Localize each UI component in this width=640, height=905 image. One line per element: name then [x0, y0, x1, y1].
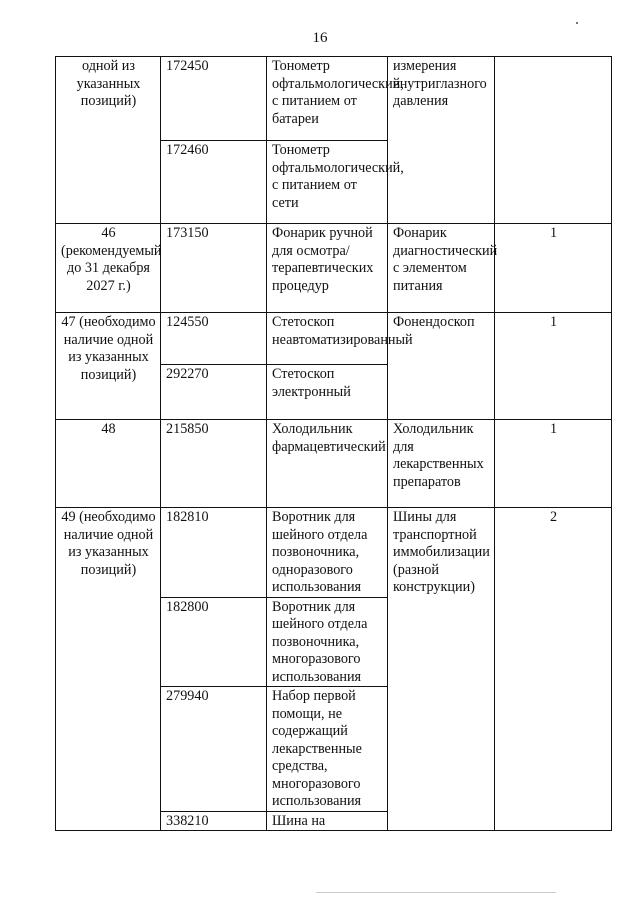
quantity — [495, 57, 612, 224]
table-row — [56, 420, 612, 508]
equipment-item: Шины для транспортной иммобилизации (разной конструкции) — [388, 508, 495, 831]
row-number: 48 — [56, 420, 161, 508]
equipment-item: Фонендоскоп — [388, 313, 495, 420]
device-name: Воротник для шейного отдела позвоночника, многоразового использования — [267, 597, 388, 687]
device-name: Стетоскоп неавтоматизированный — [267, 313, 388, 365]
quantity: 2 — [495, 508, 612, 831]
device-code: 172460 — [161, 141, 267, 224]
device-code: 182810 — [161, 508, 267, 598]
device-name: Воротник для шейного отдела позвоночника, одноразового использования — [267, 508, 388, 598]
row-number: 46 (рекомендуемый до 31 декабря 2027 г.) — [56, 224, 161, 313]
quantity: 1 — [495, 420, 612, 508]
device-name: Тонометр офтальмологический, с питанием от сети — [267, 141, 388, 224]
table-row — [56, 57, 612, 141]
scan-edge-line — [316, 892, 556, 893]
scan-speck — [576, 22, 578, 24]
device-code: 215850 — [161, 420, 267, 508]
equipment-item: Холодильник для лекарственных препаратов — [388, 420, 495, 508]
row-number: одной из указанных позиций) — [56, 57, 161, 224]
device-code: 182800 — [161, 597, 267, 687]
device-name: Фонарик ручной для осмотра/терапевтических процедур — [267, 224, 388, 313]
device-name: Холодильник фармацевтический — [267, 420, 388, 508]
row-number: 47 (необходимо наличие одной из указанных позиций) — [56, 313, 161, 420]
device-code: 292270 — [161, 365, 267, 420]
quantity: 1 — [495, 224, 612, 313]
device-code: 279940 — [161, 687, 267, 812]
equipment-table — [55, 56, 612, 831]
device-code: 124550 — [161, 313, 267, 365]
device-name: Тонометр офтальмологический, с питанием от батареи — [267, 57, 388, 141]
device-code: 338210 — [161, 811, 267, 831]
equipment-item: измерения внутриглазного давления — [388, 57, 495, 224]
device-name: Шина на — [267, 811, 388, 831]
table-row — [56, 313, 612, 365]
page-number: 16 — [312, 30, 328, 46]
device-code: 173150 — [161, 224, 267, 313]
device-code: 172450 — [161, 57, 267, 141]
table-row — [56, 508, 612, 598]
device-name: Набор первой помощи, не содержащий лекарственные средства, многоразового использования — [267, 687, 388, 812]
table-row — [56, 224, 612, 313]
quantity: 1 — [495, 313, 612, 420]
device-name: Стетоскоп электронный — [267, 365, 388, 420]
equipment-item: Фонарик диагностический с элементом питания — [388, 224, 495, 313]
row-number: 49 (необходимо наличие одной из указанных позиций) — [56, 508, 161, 831]
